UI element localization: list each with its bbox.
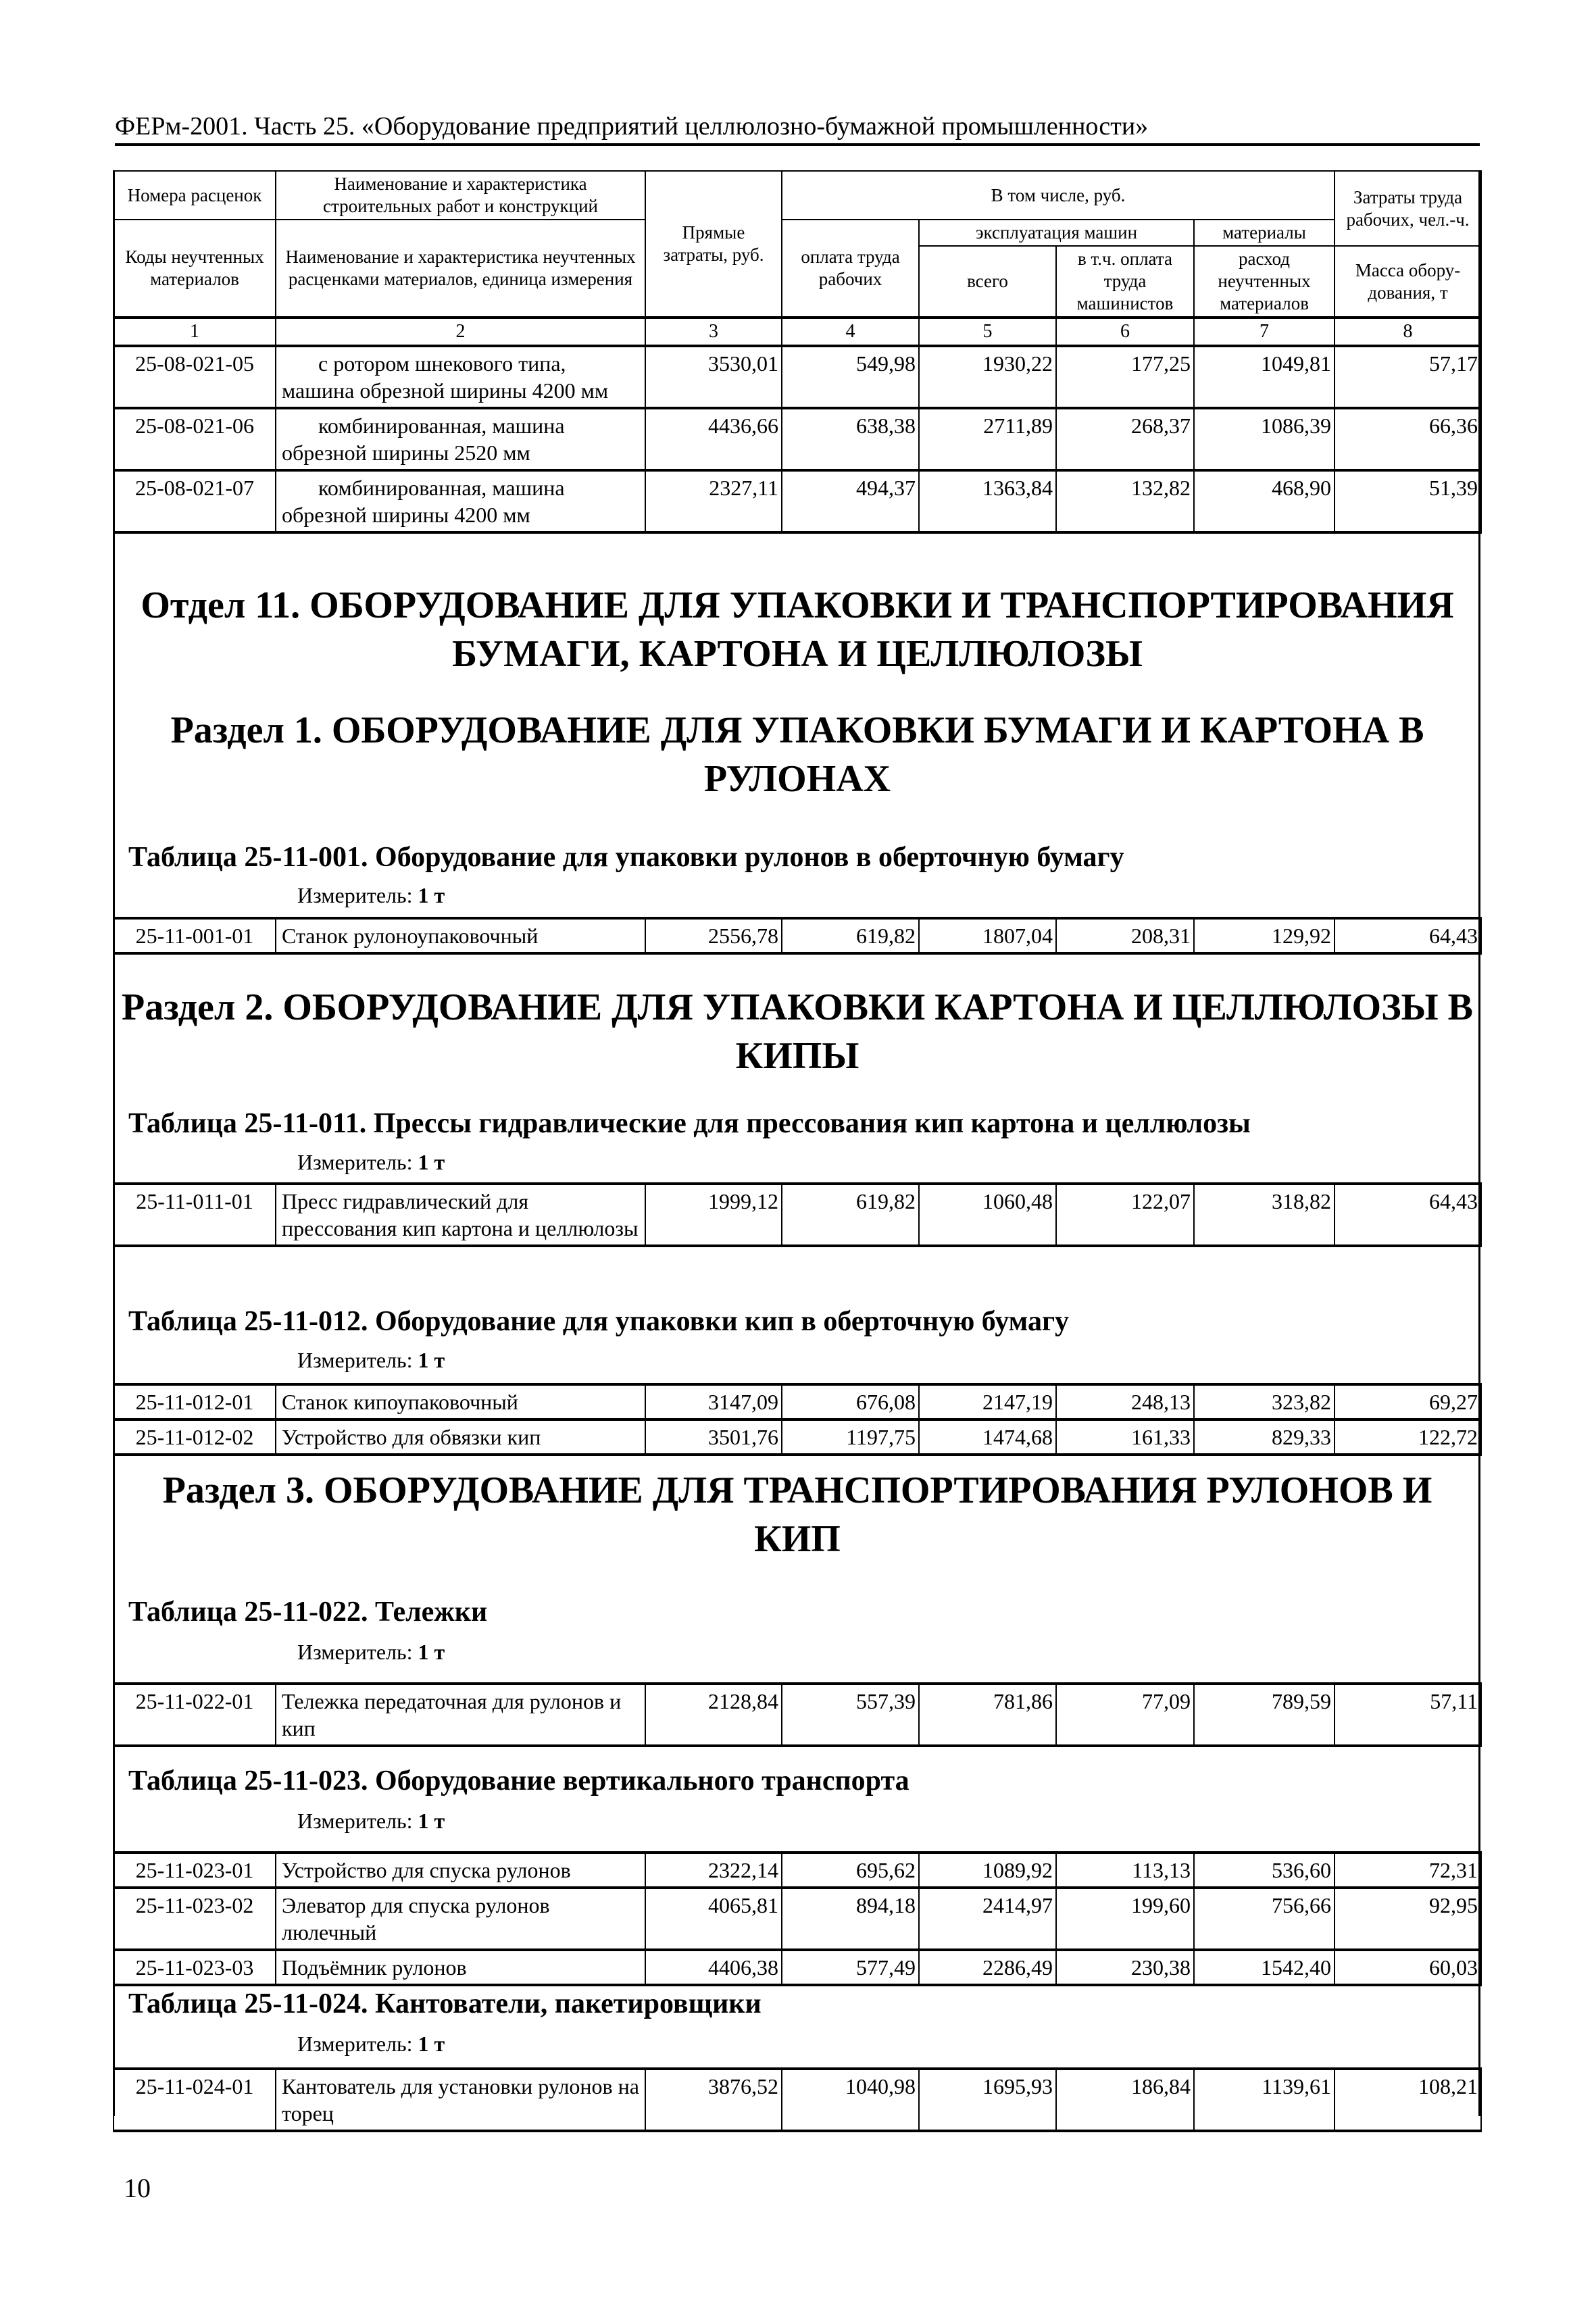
column-index: 4 (782, 318, 919, 346)
page-number: 10 (124, 2173, 151, 2203)
column-index: 7 (1194, 318, 1335, 346)
table-row: 25-08-021-06 комбинированная, машина обрезной ширины 2520 мм 4436,66 638,38 2711,89 268,37 1086,39 66,36 (114, 408, 1481, 470)
measure-unit: Измеритель: 1 т (297, 1348, 445, 1372)
header-table (113, 170, 1482, 534)
table-title: Таблица 25-11-024. Кантователи, пакетировщики (128, 1988, 762, 2019)
header-machines-total: всего (919, 246, 1056, 318)
page-header: ФЕРм-2001. Часть 25. «Оборудование предприятий целлюлозно-бумажной промышленности» (115, 112, 1149, 141)
table-title: Таблица 25-11-023. Оборудование вертикального транспорта (128, 1765, 909, 1796)
header-direct-costs: Прямые затраты, руб. (645, 171, 782, 318)
column-index: 5 (919, 318, 1056, 346)
header-equipment-mass: Масса обору-дования, т (1335, 246, 1481, 318)
column-index: 3 (645, 318, 782, 346)
header-labor-pay: оплата труда рабочих (782, 220, 919, 318)
data-table (113, 1851, 1482, 1986)
data-table (113, 917, 1482, 955)
header-rule (115, 143, 1480, 146)
table-title: Таблица 25-11-022. Тележки (128, 1596, 488, 1628)
header-including: В том числе, руб. (782, 171, 1335, 220)
header-machines: эксплуатация машин (919, 220, 1194, 246)
table-row: 25-11-022-01 Тележка передаточная для рулонов и кип 2128,84 557,39 781,86 77,09 789,59 57,11 (114, 1684, 1481, 1746)
table-row: 25-11-012-01 Станок кипоупаковочный 3147,09 676,08 2147,19 248,13 323,82 69,27 (114, 1384, 1481, 1419)
measure-unit: Измеритель: 1 т (297, 2032, 445, 2056)
section-title: Раздел 1. ОБОРУДОВАНИЕ ДЛЯ УПАКОВКИ БУМАГИ И КАРТОНА В РУЛОНАХ (170, 709, 1424, 800)
measure-unit: Измеритель: 1 т (297, 1150, 445, 1174)
column-index: 6 (1056, 318, 1194, 346)
measure-unit: Измеритель: 1 т (297, 1640, 445, 1664)
column-index: 8 (1335, 318, 1481, 346)
header-work-name: Наименование и характеристика строительных работ и конструкций (276, 171, 645, 220)
table-row: 25-08-021-05 с ротором шнекового типа, машина обрезной ширины 4200 мм 3530,01 549,98 1930,22 177,25 1049,81 57,17 (114, 346, 1481, 408)
header-material-names: Наименование и характеристика неучтенных расценками материалов, единица измерения (276, 220, 645, 318)
data-table (113, 1383, 1482, 1456)
table-row: 25-11-012-02 Устройство для обвязки кип 3501,76 1197,75 1474,68 161,33 829,33 122,72 (114, 1419, 1481, 1455)
table-row: 25-11-023-03 Подъёмник рулонов 4406,38 577,49 2286,49 230,38 1542,40 60,03 (114, 1950, 1481, 1985)
measure-unit: Измеритель: 1 т (297, 883, 445, 907)
header-machinists-pay: в т.ч. оплата труда машинистов (1056, 246, 1194, 318)
data-table (113, 2067, 1482, 2132)
table-title: Таблица 25-11-001. Оборудование для упаковки рулонов в оберточную бумагу (128, 842, 1124, 873)
data-table (113, 1682, 1482, 1747)
department-title: Отдел 11. ОБОРУДОВАНИЕ ДЛЯ УПАКОВКИ И ТРАНСПОРТИРОВАНИЯ БУМАГИ, КАРТОНА И ЦЕЛЛЮЛОЗЫ (141, 584, 1454, 675)
header-materials-consumption: расход неучтенных материалов (1194, 246, 1335, 318)
section-title: Раздел 3. ОБОРУДОВАНИЕ ДЛЯ ТРАНСПОРТИРОВАНИЯ РУЛОНОВ И КИП (162, 1469, 1432, 1560)
header-labor-hours: Затраты труда рабочих, чел.-ч. (1335, 171, 1481, 246)
column-index: 1 (114, 318, 276, 346)
header-materials: материалы (1194, 220, 1335, 246)
table-row: 25-11-011-01 Пресс гидравлический для прессования кип картона и целлюлозы 1999,12 619,82 1060,48 122,07 318,82 64,43 (114, 1184, 1481, 1246)
data-table (113, 1182, 1482, 1247)
header-material-codes: Коды неучтенных материалов (114, 220, 276, 318)
header-rate-numbers: Номера расценок (114, 171, 276, 220)
table-row: 25-11-023-01 Устройство для спуска рулонов 2322,14 695,62 1089,92 113,13 536,60 72,31 (114, 1853, 1481, 1888)
table-title: Таблица 25-11-012. Оборудование для упаковки кип в оберточную бумагу (128, 1306, 1070, 1337)
measure-unit: Измеритель: 1 т (297, 1809, 445, 1833)
table-row: 25-11-024-01 Кантователь для установки рулонов на торец 3876,52 1040,98 1695,93 186,84 1139,61 108,21 (114, 2069, 1481, 2131)
column-index: 2 (276, 318, 645, 346)
section-title: Раздел 2. ОБОРУДОВАНИЕ ДЛЯ УПАКОВКИ КАРТОНА И ЦЕЛЛЮЛОЗЫ В КИПЫ (122, 986, 1473, 1077)
table-row: 25-11-023-02 Элеватор для спуска рулонов люлечный 4065,81 894,18 2414,97 199,60 756,66 92,95 (114, 1888, 1481, 1950)
table-title: Таблица 25-11-011. Прессы гидравлические для прессования кип картона и целлюлозы (128, 1108, 1251, 1139)
table-row: 25-11-001-01 Станок рулоноупаковочный 2556,78 619,82 1807,04 208,31 129,92 64,43 (114, 918, 1481, 953)
table-row: 25-08-021-07 комбинированная, машина обрезной ширины 4200 мм 2327,11 494,37 1363,84 132,82 468,90 51,39 (114, 470, 1481, 532)
